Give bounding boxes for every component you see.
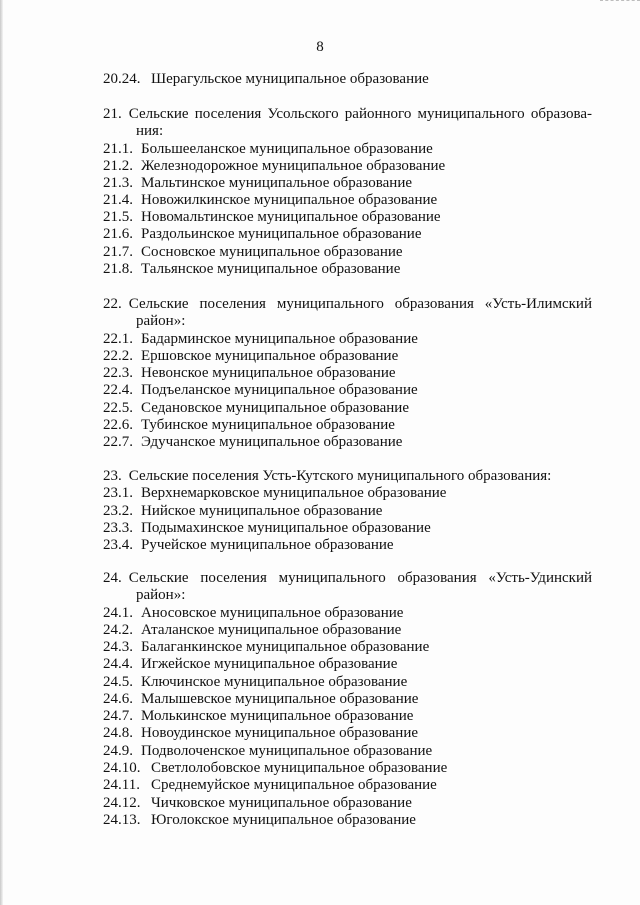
list-item (103, 708, 413, 725)
list-item (103, 244, 403, 261)
item-number: 24.7. (103, 708, 133, 724)
item-text: Верхнемарковское муниципальное образование (141, 485, 447, 501)
item-text: Невонское муниципальное образование (141, 365, 396, 381)
list-item (103, 141, 433, 158)
section-heading-line1: Сельские поселения муниципального образования «Усть-Илимский (128, 296, 592, 312)
list-item (103, 812, 416, 829)
section-heading (103, 106, 592, 123)
list-item (103, 760, 447, 777)
list-item (103, 537, 394, 554)
item-number: 23.4. (103, 537, 133, 553)
section-number: 21. (103, 106, 122, 122)
item-text: Бадарминское муниципальное образование (141, 331, 418, 347)
item-text: Чичковское муниципальное образование (151, 795, 412, 811)
section-heading-line1: Сельские поселения Усть-Кутского муниципального образования: (128, 468, 552, 484)
item-text: Седановское муниципальное образование (141, 400, 409, 416)
item-number: 23.3. (103, 520, 133, 536)
section-heading-line2: ния: (136, 123, 164, 139)
item-text: Тубинское муниципальное образование (141, 417, 395, 433)
page-number: 8 (316, 39, 324, 55)
list-item (103, 209, 441, 226)
item-text: Молькинское муниципальное образование (141, 708, 414, 724)
list-item (103, 400, 409, 417)
item-number: 22.7. (103, 434, 133, 450)
item-text: Новожилкинское муниципальное образование (141, 192, 438, 208)
item-number: 22.3. (103, 365, 133, 381)
item-text: Большееланское муниципальное образование (141, 141, 433, 157)
item-text: Юголокское муниципальное образование (151, 812, 416, 828)
item-text: Светлолобовское муниципальное образование (151, 760, 448, 776)
list-item (103, 226, 422, 243)
list-item (103, 434, 402, 451)
list-item (103, 417, 395, 434)
list-item (103, 71, 429, 88)
item-text: Балаганкинское муниципальное образование (141, 639, 430, 655)
list-item (103, 605, 403, 622)
item-number: 20.24. (103, 71, 141, 87)
item-text: Ключинское муниципальное образование (141, 674, 408, 690)
item-number: 21.8. (103, 261, 133, 277)
item-number: 23.1. (103, 485, 133, 501)
item-text: Подволоченское муниципальное образование (141, 743, 433, 759)
list-item (103, 674, 407, 691)
item-number: 24.10. (103, 760, 141, 776)
list-item (103, 158, 445, 175)
list-item (103, 656, 397, 673)
item-number: 24.5. (103, 674, 133, 690)
item-text: Подымахинское муниципальное образование (141, 520, 431, 536)
list-item (103, 503, 382, 520)
item-text: Ручейское муниципальное образование (141, 537, 394, 553)
item-number: 24.4. (103, 656, 133, 672)
item-number: 21.3. (103, 175, 133, 191)
item-text: Новомальтинское муниципальное образование (141, 209, 441, 225)
item-number: 21.6. (103, 226, 133, 242)
item-number: 24.8. (103, 725, 133, 741)
item-number: 24.6. (103, 691, 133, 707)
scan-edge (0, 0, 3, 905)
item-text: Среднемуйское муниципальное образование (151, 777, 437, 793)
section-number: 24. (103, 570, 122, 586)
item-text: Новоудинское муниципальное образование (141, 725, 419, 741)
list-item (103, 348, 398, 365)
item-text: Тальянское муниципальное образование (141, 261, 401, 277)
item-text: Подъеланское муниципальное образование (141, 382, 418, 398)
item-number: 22.4. (103, 382, 133, 398)
section-number: 23. (103, 468, 122, 484)
item-number: 21.5. (103, 209, 133, 225)
item-number: 24.9. (103, 743, 133, 759)
section-heading (103, 468, 551, 485)
list-item (103, 382, 418, 399)
list-item (103, 691, 418, 708)
list-item (103, 795, 412, 812)
item-number: 22.6. (103, 417, 133, 433)
section-heading-line2: район»: (136, 587, 186, 603)
section-heading (103, 296, 592, 313)
item-text: Раздольинское муниципальное образование (141, 226, 422, 242)
item-text: Железнодорожное муниципальное образование (141, 158, 446, 174)
item-number: 24.3. (103, 639, 133, 655)
list-item (103, 639, 429, 656)
item-number: 22.5. (103, 400, 133, 416)
item-number: 24.12. (103, 795, 141, 811)
section-heading-line1: Сельские поселения Усольского районного муниципального образова- (128, 106, 592, 122)
item-text: Шерагульское муниципальное образование (151, 71, 429, 87)
item-text: Аносовское муниципальное образование (141, 605, 404, 621)
item-number: 22.2. (103, 348, 133, 364)
list-item (103, 777, 437, 794)
list-item (103, 520, 431, 537)
item-number: 24.1. (103, 605, 133, 621)
list-item (103, 192, 437, 209)
item-text: Аталанское муниципальное образование (141, 622, 402, 638)
item-text: Эдучанское муниципальное образование (141, 434, 403, 450)
item-number: 21.4. (103, 192, 133, 208)
item-number: 24.11. (103, 777, 140, 793)
item-number: 21.7. (103, 244, 133, 260)
scan-mark (600, 0, 640, 15)
item-number: 24.13. (103, 812, 141, 828)
list-item (103, 331, 418, 348)
list-item (103, 175, 412, 192)
item-text: Сосновское муниципальное образование (141, 244, 403, 260)
section-number: 22. (103, 296, 122, 312)
item-number: 21.2. (103, 158, 133, 174)
list-item (103, 622, 401, 639)
item-text: Малышевское муниципальное образование (141, 691, 419, 707)
item-text: Нийское муниципальное образование (141, 503, 383, 519)
item-text: Мальтинское муниципальное образование (141, 175, 413, 191)
item-number: 24.2. (103, 622, 133, 638)
list-item (103, 725, 418, 742)
section-heading-line2: район»: (136, 313, 186, 329)
list-item (103, 261, 400, 278)
item-number: 22.1. (103, 331, 133, 347)
section-heading-line1: Сельские поселения муниципального образования «Усть-Удинский (128, 570, 592, 586)
item-text: Игжейское муниципальное образование (141, 656, 398, 672)
section-heading (103, 570, 592, 587)
list-item (103, 485, 446, 502)
item-number: 23.2. (103, 503, 133, 519)
list-item (103, 365, 396, 382)
list-item (103, 743, 432, 760)
item-text: Ершовское муниципальное образование (141, 348, 399, 364)
item-number: 21.1. (103, 141, 133, 157)
